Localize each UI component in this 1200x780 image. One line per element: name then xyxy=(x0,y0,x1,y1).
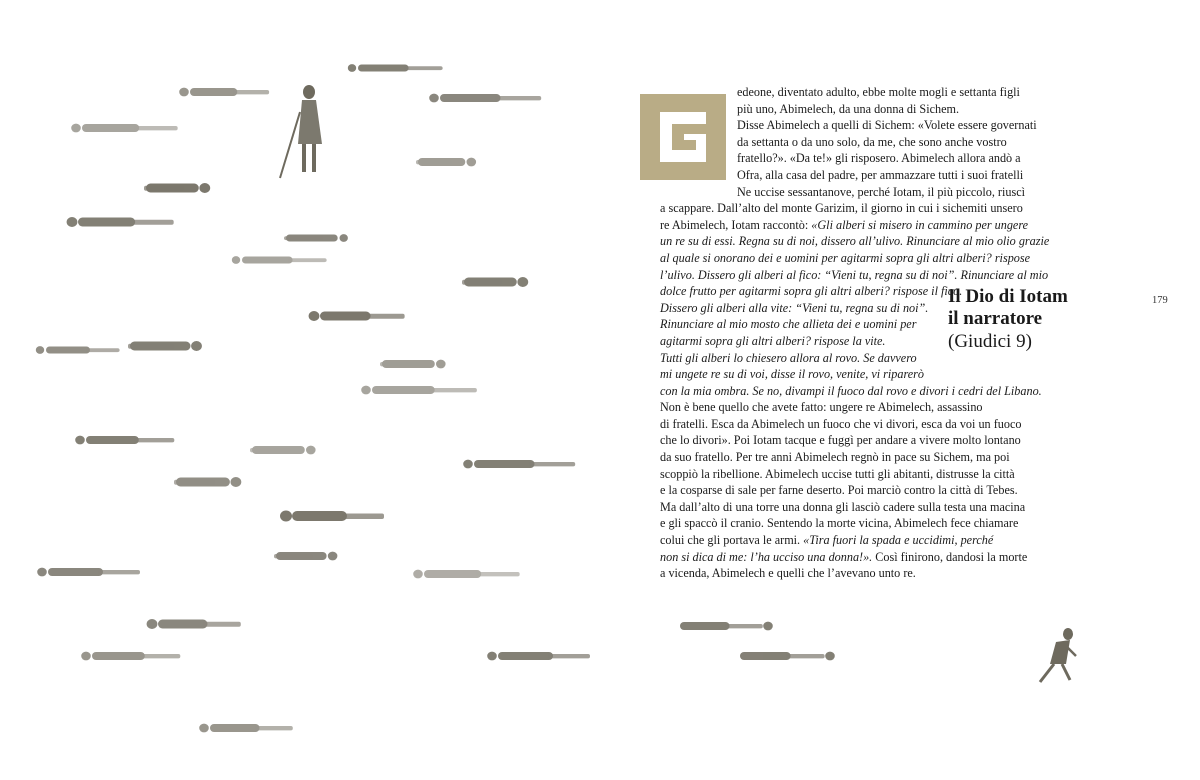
body-line xyxy=(660,549,1060,566)
lying-figure xyxy=(380,360,446,369)
body-line: Disse Abimelech a quelli di Sichem: «Volete essere governati xyxy=(737,118,1037,133)
lying-figure xyxy=(274,552,337,561)
body-line: un re su di essi. Regna su di noi, dissero all’ulivo. Rinunciare al mio olio grazie xyxy=(660,234,1050,249)
lying-figure xyxy=(429,94,541,103)
standing-figure xyxy=(280,85,322,178)
body-line: e la cosparse di sale per farne deserto. Poi marciò contro la città di Tebes. xyxy=(660,483,1018,498)
body-line: Ma dall’alto di una torre una donna gli lasciò cadere sulla testa una macina xyxy=(660,499,1026,514)
lying-figure xyxy=(37,568,140,577)
lying-figure xyxy=(232,256,327,264)
body-line: Ofra, alla casa del padre, per ammazzare tutti i suoi fratelli xyxy=(737,167,1024,182)
body-line-roman: re Abimelech, Iotam raccontò: xyxy=(660,217,809,232)
body-line: da settanta o da uno solo, da me, che sono anche vostro xyxy=(737,134,1007,149)
body-line: Dissero gli alberi alla vite: “Vieni tu, regna su di noi”. xyxy=(660,300,929,315)
body-line: agitarmi sopra gli altri alberi? rispose la vite. xyxy=(660,333,886,348)
lying-figure xyxy=(462,277,528,287)
body-line: da suo fratello. Per tre anni Abimelech regnò in pace su Sichem, ma poi xyxy=(660,450,1010,465)
lying-figure xyxy=(487,652,590,661)
body-line: Rinunciare al mio mosto che allieta dei e uomini per xyxy=(660,317,917,332)
body-line-roman: colui che gli portava le armi. xyxy=(660,533,801,548)
lying-figure xyxy=(81,652,180,661)
body-line: l’ulivo. Dissero gli alberi al fico: “Vieni tu, regna su di noi”. Rinunciare al mio xyxy=(660,267,1049,282)
body-line: più uno, Abimelech, da una donna di Sichem. xyxy=(737,101,960,116)
body-line-italic: «Gli alberi si misero in cammino per ungere xyxy=(811,217,1029,232)
title-reference: (Giudici 9) xyxy=(948,331,1032,352)
lying-figure xyxy=(174,477,241,487)
body-line: Ne uccise sessantanove, perché Iotam, il più piccolo, riuscì xyxy=(737,184,1026,199)
page-number: 179 xyxy=(1152,295,1168,306)
lying-figure xyxy=(416,158,476,167)
lying-figure xyxy=(348,64,443,72)
title-line-1: Il Dio di Iotam xyxy=(948,286,1068,307)
lying-figure xyxy=(144,183,210,193)
body-line-italic: non si dica di me: l’ha ucciso una donna!». xyxy=(660,549,873,564)
lying-figure xyxy=(361,386,477,395)
body-line xyxy=(660,532,1060,549)
lying-figure xyxy=(147,619,241,629)
lying-figure xyxy=(199,724,293,733)
lying-figure xyxy=(36,346,120,354)
title-line-2: il narratore xyxy=(948,308,1043,329)
lying-figure xyxy=(740,652,835,661)
body-line: Tutti gli alberi lo chiesero allora al rovo. Se davvero xyxy=(660,350,917,365)
lying-figure xyxy=(128,341,202,351)
body-line: di fratelli. Esca da Abimelech un fuoco che vi divori, esca da voi un fuoco xyxy=(660,416,1022,431)
body-line: con la mia ombra. Se no, divampi il fuoco dal rovo e divori i cedri del Libano. xyxy=(660,383,1042,398)
body-line-italic: «Tira fuori la spada e uccidimi, perché xyxy=(803,533,994,548)
body-line xyxy=(660,217,1060,234)
lying-figure xyxy=(67,217,174,227)
lying-figure xyxy=(413,570,519,579)
body-line: scoppiò la ribellione. Abimelech uccise tutti gli abitanti, distrusse la città xyxy=(660,466,1015,481)
chapter-title xyxy=(948,286,1108,353)
lying-figure xyxy=(680,622,773,631)
body-line: mi ungete re su di voi, disse il rovo, venite, vi riparerò xyxy=(660,367,925,382)
body-line: Non è bene quello che avete fatto: ungere re Abimelech, assassino xyxy=(660,400,983,415)
body-line: edeone, diventato adulto, ebbe molte mogli e settanta figli xyxy=(737,85,1020,99)
body-line: che lo divori». Poi Iotam tacque e fuggì per andare a vivere molto lontano xyxy=(660,433,1021,448)
lying-figure xyxy=(284,234,348,242)
lying-figure xyxy=(75,436,174,445)
running-figure xyxy=(1040,628,1076,682)
body-line-roman: Così finirono, dandosi la morte xyxy=(875,549,1028,564)
body-line: a scappare. Dall’alto del monte Garizim, il giorno in cui i sichemiti unsero xyxy=(660,201,1023,216)
lying-figure xyxy=(309,311,405,321)
lying-figure xyxy=(250,446,316,455)
lying-figure xyxy=(280,511,384,522)
body-line: e gli spaccò il cranio. Sentendo la morte vicina, Abimelech fece chiamare xyxy=(660,516,1019,531)
lying-figure xyxy=(179,88,269,97)
body-line: a vicenda, Abimelech e quelli che l’avevano unto re. xyxy=(660,566,916,581)
lying-figure xyxy=(463,460,575,469)
body-line: al quale si onorano dei e uomini per agitarmi sopra gli altri alberi? rispose xyxy=(660,250,1031,265)
body-line: dolce frutto per agitarmi sopra gli altri alberi? rispose il fico. xyxy=(660,284,963,299)
lying-figure xyxy=(71,124,177,133)
body-line: fratello?». «Da te!» gli risposero. Abimelech allora andò a xyxy=(737,151,1021,166)
